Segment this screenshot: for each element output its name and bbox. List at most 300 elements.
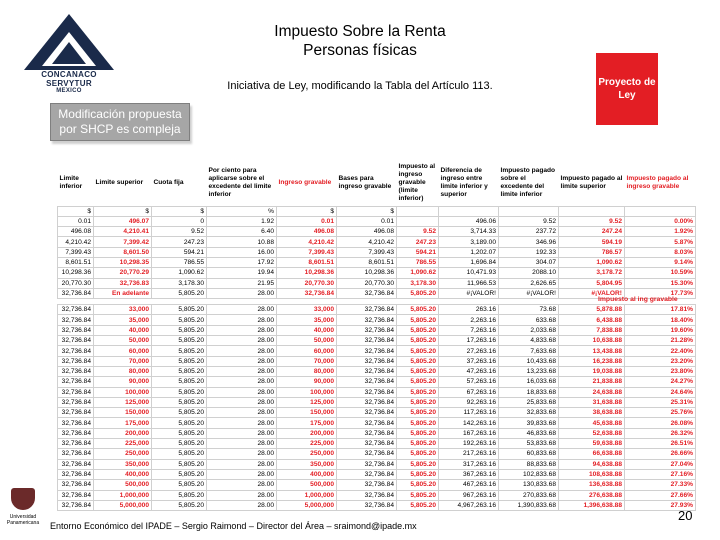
table-cell: 57,263.16: [439, 377, 499, 387]
table-cell: 20,770.30: [58, 278, 94, 288]
table-cell: 1.92%: [625, 227, 696, 237]
table-cell: 27.16%: [625, 469, 696, 479]
table-cell: 0.01: [58, 216, 94, 226]
table-cell: 27.93%: [625, 500, 696, 510]
table-cell: 317,263.16: [439, 459, 499, 469]
table-cell: 59,638.88: [559, 439, 625, 449]
table-cell: 90,000: [94, 377, 152, 387]
table-row: [58, 439, 696, 449]
table-cell: 17.81%: [625, 305, 696, 315]
table-cell: 19.94: [207, 268, 277, 278]
table-cell: 250,000: [277, 449, 337, 459]
table-row: [58, 387, 696, 397]
column-header: Impuesto pagado al ingreso gravable: [626, 174, 689, 190]
table-cell: 9.14%: [625, 257, 696, 267]
table-cell: 21.95: [207, 278, 277, 288]
table-cell: #¡VALOR!: [439, 288, 499, 298]
table-cell: 70,000: [94, 356, 152, 366]
table-cell: 28.00: [207, 377, 277, 387]
table-cell: 90,000: [277, 377, 337, 387]
table-cell: 32,736.84: [58, 305, 94, 315]
table-cell: 496.08: [337, 227, 397, 237]
table-cell: 5,805.20: [152, 387, 207, 397]
table-cell: 28.00: [207, 459, 277, 469]
concanaco-logo: [14, 12, 124, 98]
table-cell: 73.68: [499, 305, 559, 315]
logo-line3: MEXICO: [56, 88, 82, 94]
column-header: Ingreso gravable: [278, 178, 332, 186]
table-cell: 5,805.20: [397, 377, 439, 387]
table-cell: 28.00: [207, 439, 277, 449]
table-row: [58, 490, 696, 500]
table-cell: 32,736.84: [337, 408, 397, 418]
table-cell: 32,736.84: [58, 397, 94, 407]
table-cell: 467,263.16: [439, 480, 499, 490]
table-cell: 5,805.20: [152, 418, 207, 428]
table-row: [58, 315, 696, 325]
table-cell: #¡VALOR!: [559, 288, 625, 298]
table-cell: 28.00: [207, 418, 277, 428]
table-cell: 1,390,833.68: [499, 500, 559, 510]
table-cell: 117,263.16: [439, 408, 499, 418]
table-cell: 32,833.68: [499, 408, 559, 418]
table-cell: 5.87%: [625, 237, 696, 247]
table-cell: 32,736.84: [337, 449, 397, 459]
table-cell: 8,601.51: [58, 257, 94, 267]
table-cell: 263.16: [439, 305, 499, 315]
table-row: [58, 325, 696, 335]
table-row: [58, 366, 696, 376]
table-cell: 80,000: [94, 366, 152, 376]
table-cell: 4,210.42: [277, 237, 337, 247]
table-cell: 19.60%: [625, 325, 696, 335]
table-cell: 5,805.20: [152, 325, 207, 335]
table-cell: 5,805.20: [397, 459, 439, 469]
table-cell: 2,263.16: [439, 315, 499, 325]
table-cell: 192.33: [499, 247, 559, 257]
table-cell: 9.52: [152, 227, 207, 237]
table-cell: 7,399.43: [58, 247, 94, 257]
footer-text: Entorno Económico del IPADE – Sergio Raimond – Director del Área – sraimond@ipade.mx: [50, 521, 417, 531]
table-cell: 70,000: [277, 356, 337, 366]
table-cell: 167,263.16: [439, 428, 499, 438]
table-cell: 5,805.20: [152, 490, 207, 500]
table-cell: 4,967,263.16: [439, 500, 499, 510]
table-cell: 28.00: [207, 325, 277, 335]
table-row: [58, 247, 696, 257]
table-cell: 175,000: [94, 418, 152, 428]
table-cell: 31,638.88: [559, 397, 625, 407]
table-cell: 32,736.84: [58, 325, 94, 335]
table-row: [58, 469, 696, 479]
table-cell: 0.01: [277, 216, 337, 226]
table-cell: 5,805.20: [397, 418, 439, 428]
table-cell: 32,736.84: [58, 408, 94, 418]
isr-table: [57, 160, 696, 511]
table-cell: 28.00: [207, 490, 277, 500]
table-cell: 22.40%: [625, 346, 696, 356]
title-line1: Impuesto Sobre la Renta: [274, 23, 446, 40]
table-cell: 5,805.20: [152, 366, 207, 376]
table-cell: 5,805.20: [397, 469, 439, 479]
table-cell: 594.21: [152, 247, 207, 257]
column-header: Cuota fija: [153, 178, 184, 186]
column-header: Bases para ingreso gravable: [338, 174, 392, 190]
table-cell: 175,000: [277, 418, 337, 428]
table-cell: 32,736.84: [58, 288, 94, 298]
unit-cell: [397, 206, 439, 216]
table-cell: 125,000: [94, 397, 152, 407]
table-cell: En adelante: [94, 288, 152, 298]
table-cell: 4,210.41: [94, 227, 152, 237]
table-cell: 28.00: [207, 315, 277, 325]
table-cell: 32,736.84: [337, 500, 397, 510]
table-cell: 1,000,000: [94, 490, 152, 500]
university-logo: [3, 488, 43, 536]
table-cell: 28.00: [207, 288, 277, 298]
table-cell: 35,000: [277, 315, 337, 325]
table-cell: 5,805.20: [397, 336, 439, 346]
table-cell: 100,000: [277, 387, 337, 397]
table-cell: 6.40: [207, 227, 277, 237]
table-cell: 5,805.20: [397, 480, 439, 490]
table-cell: 5,805.20: [397, 305, 439, 315]
table-cell: 9.52: [397, 227, 439, 237]
table-row: [58, 237, 696, 247]
table-cell: 9.52: [499, 216, 559, 226]
table-cell: 1,696.84: [439, 257, 499, 267]
unit-cell: [625, 206, 696, 216]
table-cell: 967,263.16: [439, 490, 499, 500]
table-cell: 40,000: [94, 325, 152, 335]
table-cell: 5,805.20: [152, 346, 207, 356]
table-cell: 102,833.68: [499, 469, 559, 479]
table-cell: 17.73%: [625, 288, 696, 298]
unit-cell: $: [152, 206, 207, 216]
table-units-row: [58, 206, 696, 216]
column-header: Por ciento para aplicarse sobre el excedente del limite inferior: [208, 166, 272, 198]
table-cell: 5,805.20: [397, 366, 439, 376]
logo-line2: SERVYTUR: [46, 79, 92, 88]
table-cell: 37,263.16: [439, 356, 499, 366]
table-cell: 18.40%: [625, 315, 696, 325]
table-cell: 8.03%: [625, 247, 696, 257]
table-cell: 2088.10: [499, 268, 559, 278]
table-row: [58, 227, 696, 237]
table-cell: 237.72: [499, 227, 559, 237]
table-cell: 16.00: [207, 247, 277, 257]
table-cell: 346.96: [499, 237, 559, 247]
table-row: [58, 408, 696, 418]
table-cell: 250,000: [94, 449, 152, 459]
table-cell: 32,736.84: [58, 315, 94, 325]
table-cell: 1,202.07: [439, 247, 499, 257]
table-cell: 18,833.68: [499, 387, 559, 397]
unit-cell: $: [94, 206, 152, 216]
table-cell: 500,000: [277, 480, 337, 490]
table-cell: 60,833.68: [499, 449, 559, 459]
table-cell: 28.00: [207, 387, 277, 397]
table-cell: 7,633.68: [499, 346, 559, 356]
subtitle: Iniciativa de Ley, modificando la Tabla del Artículo 113.: [227, 80, 493, 92]
table-cell: 10,298.36: [337, 268, 397, 278]
table-cell: 6,438.88: [559, 315, 625, 325]
table-cell: 40,000: [277, 325, 337, 335]
unit-cell: $: [277, 206, 337, 216]
table-cell: 4,210.42: [58, 237, 94, 247]
table-cell: 3,178.30: [152, 278, 207, 288]
table-cell: 350,000: [94, 459, 152, 469]
table-cell: 100,000: [94, 387, 152, 397]
table-cell: 28.00: [207, 500, 277, 510]
table-cell: 4,210.42: [337, 237, 397, 247]
table-cell: 94,638.88: [559, 459, 625, 469]
unit-cell: $: [58, 206, 94, 216]
column-header: Limite inferior: [59, 174, 83, 190]
table-cell: 5,805.20: [152, 500, 207, 510]
table-cell: 270,833.68: [499, 490, 559, 500]
table-cell: 5,805.20: [397, 439, 439, 449]
table-cell: 32,736.84: [337, 305, 397, 315]
table-cell: 10.88: [207, 237, 277, 247]
table-cell: 2,626.65: [499, 278, 559, 288]
table-cell: 786.55: [152, 257, 207, 267]
table-cell: 10,471.93: [439, 268, 499, 278]
table-cell: 32,736.84: [58, 459, 94, 469]
table-cell: 150,000: [277, 408, 337, 418]
table-cell: 5,805.20: [397, 449, 439, 459]
table-cell: 108,638.88: [559, 469, 625, 479]
table-cell: 27.04%: [625, 459, 696, 469]
table-cell: 7,399.43: [337, 247, 397, 257]
table-cell: 50,000: [277, 336, 337, 346]
unit-cell: [499, 206, 559, 216]
table-row: [58, 336, 696, 346]
table-cell: [397, 216, 439, 226]
table-cell: 10,638.88: [559, 336, 625, 346]
table-cell: 28.00: [207, 469, 277, 479]
table-cell: 23.20%: [625, 356, 696, 366]
table-cell: 17,263.16: [439, 336, 499, 346]
table-cell: 10.59%: [625, 268, 696, 278]
section2-title: Impuesto al ing gravable: [598, 296, 678, 303]
table-cell: 5,878.88: [559, 305, 625, 315]
table-cell: 496.08: [277, 227, 337, 237]
table-cell: 33,000: [277, 305, 337, 315]
table-cell: 45,638.88: [559, 418, 625, 428]
table-cell: 32,736.84: [337, 397, 397, 407]
table-cell: 20,770.29: [94, 268, 152, 278]
table-cell: 5,805.20: [152, 315, 207, 325]
table-cell: 25.76%: [625, 408, 696, 418]
table-row: [58, 500, 696, 510]
table-cell: 11,966.53: [439, 278, 499, 288]
table-cell: 7,399.42: [94, 237, 152, 247]
table-cell: 136,638.88: [559, 480, 625, 490]
table-cell: 66,638.88: [559, 449, 625, 459]
table-cell: 47,263.16: [439, 366, 499, 376]
table-cell: 23.80%: [625, 366, 696, 376]
table-cell: 10,298.35: [94, 257, 152, 267]
table-cell: 32,736.84: [337, 459, 397, 469]
table-cell: 225,000: [277, 439, 337, 449]
table-cell: 5,805.20: [397, 500, 439, 510]
table-cell: 35,000: [94, 315, 152, 325]
table-cell: 53,833.68: [499, 439, 559, 449]
table-cell: 26.51%: [625, 439, 696, 449]
table-cell: 32,736.84: [58, 480, 94, 490]
table-cell: 13,438.88: [559, 346, 625, 356]
table-cell: 500,000: [94, 480, 152, 490]
table-cell: 32,736.84: [337, 377, 397, 387]
table-cell: 5,805.20: [152, 288, 207, 298]
proyecto-badge: [596, 53, 658, 125]
table-cell: 350,000: [277, 459, 337, 469]
unit-cell: [439, 206, 499, 216]
table-cell: 5,805.20: [397, 325, 439, 335]
table-cell: 367,263.16: [439, 469, 499, 479]
table-cell: 225,000: [94, 439, 152, 449]
title-line2: Personas físicas: [303, 42, 417, 59]
table-cell: 28.00: [207, 428, 277, 438]
table-row: [58, 356, 696, 366]
table-row: [58, 459, 696, 469]
table-cell: 10,298.36: [277, 268, 337, 278]
table-cell: 32,736.84: [58, 439, 94, 449]
table-cell: 32,736.84: [337, 418, 397, 428]
table-cell: 32,736.84: [337, 356, 397, 366]
table-row: [58, 346, 696, 356]
table-cell: 10,433.68: [499, 356, 559, 366]
table-cell: 3,178.30: [397, 278, 439, 288]
table-cell: 8,601.50: [94, 247, 152, 257]
table-header: [58, 160, 696, 206]
table-cell: 5,805.20: [152, 439, 207, 449]
table-cell: 26.66%: [625, 449, 696, 459]
table-cell: 4,833.68: [499, 336, 559, 346]
table-cell: 25,833.68: [499, 397, 559, 407]
table-cell: 28.00: [207, 346, 277, 356]
table-cell: 19,038.88: [559, 366, 625, 376]
table-cell: 8,601.51: [337, 257, 397, 267]
table-cell: 1,090.62: [559, 257, 625, 267]
table-cell: 32,736.84: [58, 469, 94, 479]
table-row: [58, 216, 696, 226]
table-cell: 24.27%: [625, 377, 696, 387]
table-cell: 217,263.16: [439, 449, 499, 459]
table-cell: 32,736.84: [58, 449, 94, 459]
table-cell: 27.66%: [625, 490, 696, 500]
table-cell: 5,805.20: [397, 387, 439, 397]
column-header: Diferencia de ingreso entre limite inferior y superior: [440, 166, 488, 198]
table-cell: 32,736.84: [58, 336, 94, 346]
table-cell: 400,000: [277, 469, 337, 479]
table-row: [58, 480, 696, 490]
table-cell: 8,601.51: [277, 257, 337, 267]
table-cell: 5,000,000: [94, 500, 152, 510]
page-title: [200, 22, 520, 60]
table-cell: 28.00: [207, 408, 277, 418]
table-cell: 13,233.68: [499, 366, 559, 376]
table-cell: 28.00: [207, 305, 277, 315]
table-cell: 38,638.88: [559, 408, 625, 418]
table-row: [58, 268, 696, 278]
table-cell: 786.55: [397, 257, 439, 267]
table-cell: 400,000: [94, 469, 152, 479]
table-cell: 16,033.68: [499, 377, 559, 387]
table-cell: 32,736.84: [58, 428, 94, 438]
table-cell: 32,736.84: [58, 490, 94, 500]
table-cell: 46,833.68: [499, 428, 559, 438]
table-cell: 7,263.16: [439, 325, 499, 335]
table-cell: 28.00: [207, 336, 277, 346]
table-cell: 5,805.20: [152, 377, 207, 387]
table-cell: 27.33%: [625, 480, 696, 490]
table-cell: 5,805.20: [397, 356, 439, 366]
table-cell: 25.31%: [625, 397, 696, 407]
table-cell: 5,805.20: [397, 397, 439, 407]
table-cell: 32,736.84: [58, 346, 94, 356]
university-name: Universidad Panamericana: [6, 514, 40, 526]
table-cell: 5,805.20: [397, 346, 439, 356]
table-cell: 17.92: [207, 257, 277, 267]
table-cell: 276,638.88: [559, 490, 625, 500]
table-cell: 1.92: [207, 216, 277, 226]
table-cell: 32,736.83: [94, 278, 152, 288]
table-cell: 60,000: [277, 346, 337, 356]
table-cell: 88,833.68: [499, 459, 559, 469]
table-cell: 200,000: [277, 428, 337, 438]
table-cell: 32,736.84: [337, 439, 397, 449]
unit-cell: %: [207, 206, 277, 216]
table-cell: 5,805.20: [152, 356, 207, 366]
table-row: [58, 377, 696, 387]
shield-icon: [11, 488, 35, 510]
table-row: [58, 418, 696, 428]
table-cell: 9.52: [559, 216, 625, 226]
table-cell: 21.28%: [625, 336, 696, 346]
column-header: Impuesto al ingreso gravable (limite inferior): [398, 162, 436, 202]
table-cell: 5,805.20: [152, 336, 207, 346]
table-cell: 1,090.62: [152, 268, 207, 278]
table-cell: 15.30%: [625, 278, 696, 288]
table-cell: 5,805.20: [152, 408, 207, 418]
table-cell: 39,833.68: [499, 418, 559, 428]
table-cell: 32,736.84: [58, 418, 94, 428]
table-cell: 5,805.20: [152, 397, 207, 407]
table-body: [58, 216, 696, 510]
table-cell: 32,736.84: [337, 325, 397, 335]
table-cell: 32,736.84: [58, 356, 94, 366]
table-cell: 50,000: [94, 336, 152, 346]
table-cell: 0.00%: [625, 216, 696, 226]
table-cell: 32,736.84: [337, 346, 397, 356]
table-cell: 5,000,000: [277, 500, 337, 510]
page-number: 20: [678, 508, 693, 523]
table-cell: 28.00: [207, 397, 277, 407]
table-cell: 16,238.88: [559, 356, 625, 366]
column-header: Impuesto pagado sobre el excedente del limite inferior: [500, 166, 556, 198]
table-cell: 247.23: [397, 237, 439, 247]
table-cell: 200,000: [94, 428, 152, 438]
table-cell: 32,736.84: [337, 336, 397, 346]
table-cell: 496.08: [58, 227, 94, 237]
table-cell: 28.00: [207, 356, 277, 366]
table-cell: 67,263.16: [439, 387, 499, 397]
table-row: [58, 428, 696, 438]
table-cell: 5,805.20: [397, 490, 439, 500]
table-cell: 0: [152, 216, 207, 226]
